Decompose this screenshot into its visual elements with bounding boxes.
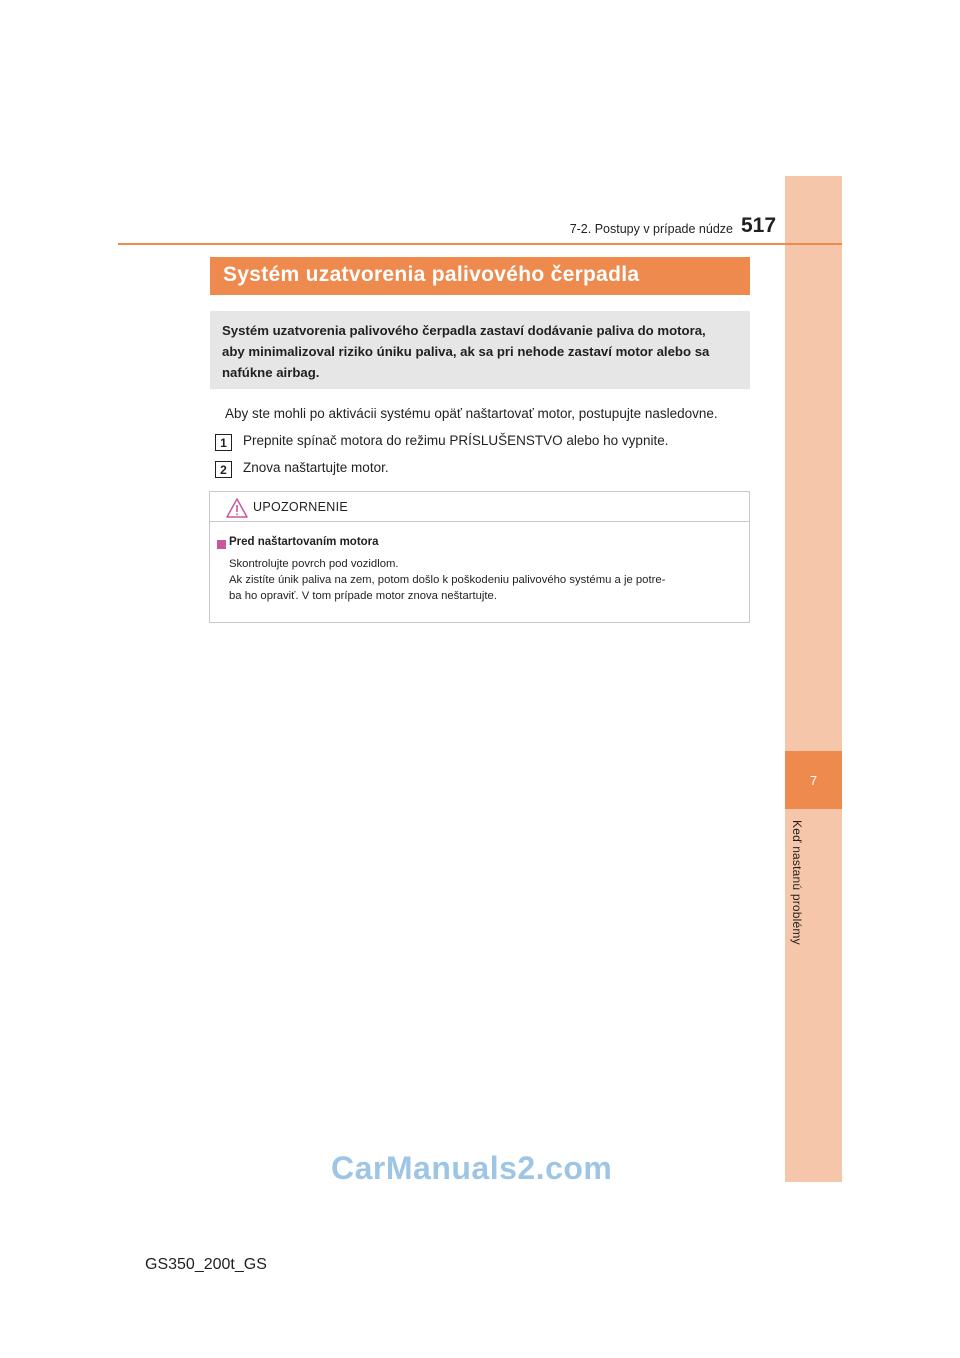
- step-text: Znova naštartujte motor.: [243, 460, 389, 475]
- chapter-label: Keď nastanú problémy: [790, 820, 804, 945]
- warning-divider: [210, 521, 749, 522]
- watermark: CarManuals2.com: [331, 1150, 613, 1186]
- title-bar: [210, 257, 750, 295]
- page-title: Systém uzatvorenia palivového čerpadla: [223, 263, 640, 286]
- step-number-badge: 1: [215, 434, 232, 451]
- intro-box: [210, 311, 750, 389]
- model-code: GS350_200t_GS: [145, 1256, 267, 1273]
- intro-line: Systém uzatvorenia palivového čerpadla zastaví dodávanie paliva do motora,: [222, 323, 706, 338]
- chapter-number-tab[interactable]: 7: [785, 751, 842, 809]
- intro-line: aby minimalizoval riziko úniku paliva, ak sa pri nehode zastaví motor alebo sa: [222, 344, 710, 359]
- header-divider: [118, 243, 842, 245]
- intro-line: nafúkne airbag.: [222, 365, 320, 380]
- warning-text-line: Skontrolujte povrch pod vozidlom.: [229, 558, 399, 570]
- warning-label: UPOZORNENIE: [253, 500, 348, 514]
- step-text: Prepnite spínač motora do režimu PRÍSLUŠENSTVO alebo ho vypnite.: [243, 433, 669, 448]
- side-tab-background: [785, 176, 842, 1182]
- warning-box: [209, 491, 750, 623]
- warning-text-line: ba ho opraviť. V tom prípade motor znova neštartujte.: [229, 590, 497, 602]
- step-number-badge: 2: [215, 461, 232, 478]
- warning-triangle-icon: [226, 498, 248, 518]
- page-number: 517: [741, 214, 777, 237]
- warning-text-line: Ak zistíte únik paliva na zem, potom došlo k poškodeniu palivového systému a je potre-: [229, 574, 666, 586]
- intro-text: [222, 320, 742, 383]
- warning-subtitle: Pred naštartovaním motora: [229, 536, 379, 548]
- bullet-square-icon: [217, 540, 226, 549]
- instruction-text: Aby ste mohli po aktivácii systému opäť naštartovať motor, postupujte nasledovne.: [225, 406, 718, 421]
- section-title: 7-2. Postupy v prípade núdze: [569, 222, 733, 236]
